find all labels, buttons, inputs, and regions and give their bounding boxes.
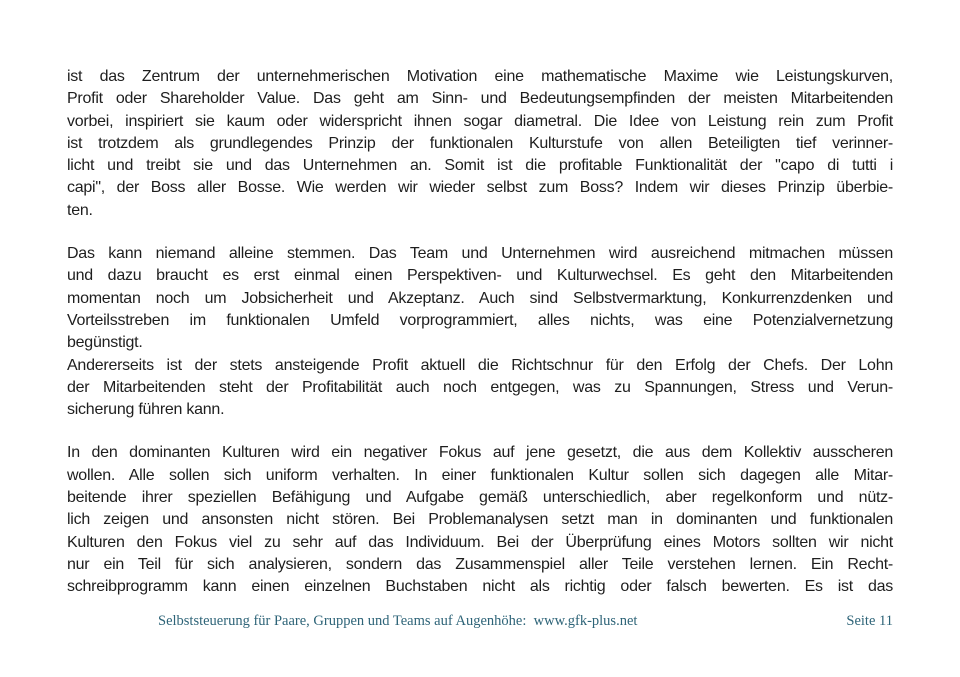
text-line: ist trotzdem als grundlegendes Prinzip der funktionalen Kulturstufe von allen Beteiligten tief verinner-	[67, 134, 893, 152]
text-line: der Mitarbeitenden steht der Profitabilität auch noch entgegen, was zu Spannungen, Stress und Verun-	[67, 378, 893, 396]
paragraph	[67, 442, 893, 598]
footer-url: www.gfk-plus.net	[533, 613, 638, 629]
paragraph	[67, 66, 893, 222]
text-line: und dazu braucht es erst einmal einen Perspektiven- und Kulturwechsel. Es geht den Mitarbeitenden	[67, 267, 893, 285]
text-line: Andererseits ist der stets ansteigende Profit aktuell die Richtschnur für den Erfolg der Chefs. Der Lohn	[67, 356, 893, 374]
text-line: capi", der Boss aller Bosse. Wie werden wir wieder selbst zum Boss? Indem wir dieses Prinzip überbie-	[67, 179, 893, 197]
page-number: Seite 11	[846, 613, 893, 629]
footer-title: Selbststeuerung für Paare, Gruppen und Teams auf Augenhöhe:	[158, 613, 534, 629]
text-line: nur ein Teil für sich analysieren, sondern das Zusammenspiel aller Teile verstehen lernen. Ein Recht-	[67, 555, 893, 573]
text-line: Kulturen den Fokus viel zu sehr auf das Individuum. Bei der Überprüfung eines Motors sollten wir nicht	[67, 533, 893, 551]
footer	[0, 611, 960, 635]
text-line: ist das Zentrum der unternehmerischen Motivation eine mathematische Maxime wie Leistungskurven,	[67, 68, 893, 85]
text-line: In den dominanten Kulturen wird ein negativer Fokus auf jene gesetzt, die aus dem Kollektiv ausscheren	[67, 444, 893, 462]
text-line: ten.	[67, 201, 93, 219]
body-text	[67, 66, 893, 620]
text-line: sicherung führen kann.	[67, 401, 225, 419]
text-line: beitende ihrer speziellen Befähigung und Aufgabe gemäß unterschiedlich, aber regelkonform und nütz-	[67, 489, 893, 507]
text-line: vorbei, inspiriert sie kaum oder widerspricht ihnen sogar diametral. Die Idee von Leistung rein zum Profit	[67, 112, 893, 130]
footer-left-text	[158, 611, 637, 631]
text-line: momentan noch um Jobsicherheit und Akzeptanz. Auch sind Selbstvermarktung, Konkurrenzdenken und	[67, 289, 893, 307]
text-line: lich zeigen und ansonsten nicht stören. Bei Problemanalysen setzt man in dominanten und funktionalen	[67, 511, 893, 529]
text-line: wollen. Alle sollen sich uniform verhalten. In einer funktionalen Kultur sollen sich dagegen alle Mitar-	[67, 466, 893, 484]
text-line: Vorteilsstreben im funktionalen Umfeld vorprogrammiert, alles nichts, was eine Potenzialvernetzung	[67, 311, 893, 329]
text-line: Das kann niemand alleine stemmen. Das Team und Unternehmen wird ausreichend mitmachen müssen	[67, 245, 893, 263]
text-line: schreibprogramm kann einen einzelnen Buchstaben nicht als richtig oder falsch bewerten. Es ist das	[67, 578, 893, 596]
text-line: begünstigt.	[67, 334, 143, 352]
paragraph	[67, 243, 893, 421]
text-line: licht und treibt sie und das Unternehmen an. Somit ist die profitable Funktionalität der "capo di tutti i	[67, 157, 893, 175]
text-line: Profit oder Shareholder Value. Das geht am Sinn- und Bedeutungsempfinden der meisten Mitarbeitenden	[67, 90, 893, 108]
